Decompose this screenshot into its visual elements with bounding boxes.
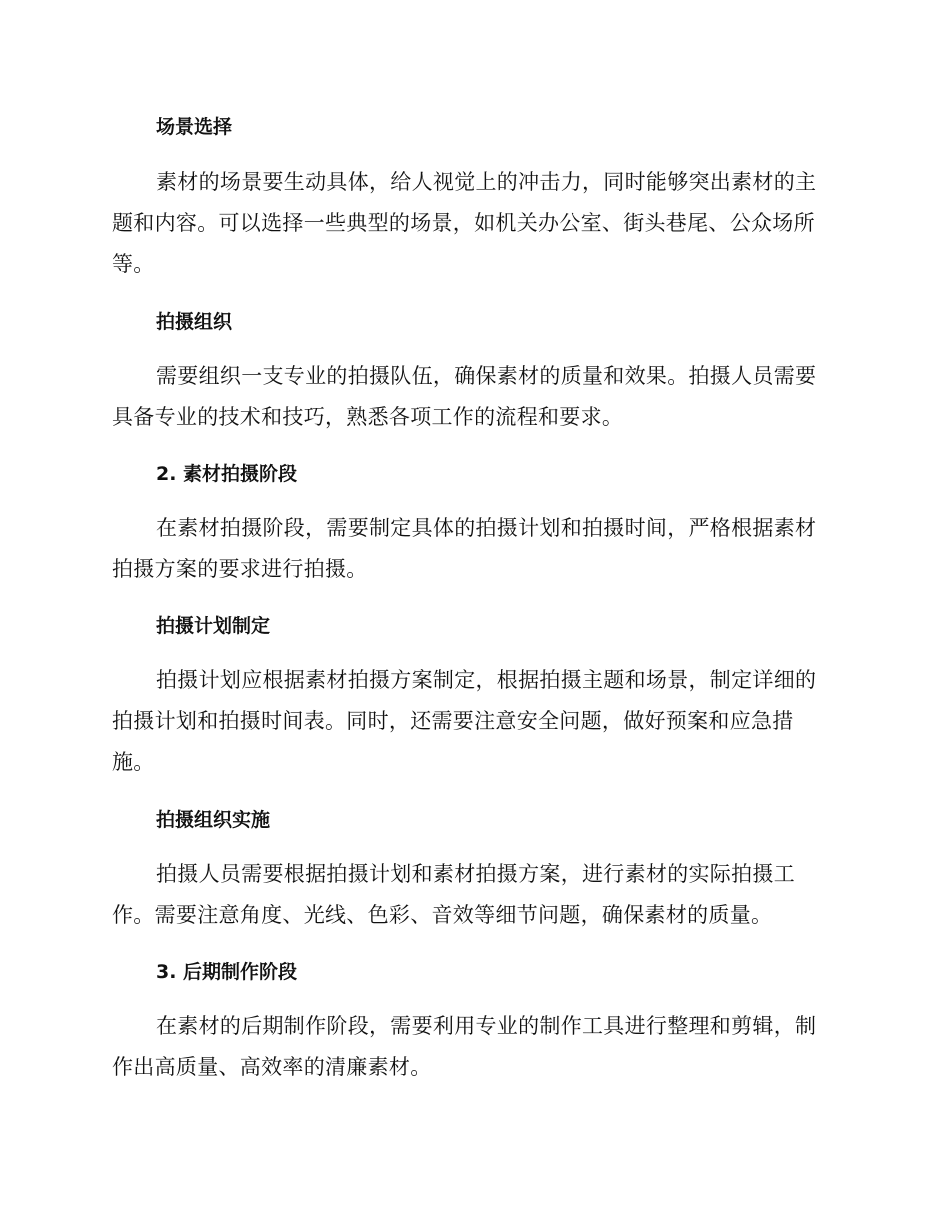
section-heading-scene-selection: 场景选择 bbox=[156, 116, 233, 138]
section-paragraph-scene-selection: 素材的场景要生动具体，给人视觉上的冲击力，同时能够突出素材的主题和内容。可以选择一些典型的场景，如机关办公室、街头巷尾、公众场所等。 bbox=[112, 170, 817, 276]
section-heading-material-shooting-stage: 2. 素材拍摄阶段 bbox=[156, 463, 298, 485]
section-paragraph-shooting-implementation: 拍摄人员需要根据拍摄计划和素材拍摄方案，进行素材的实际拍摄工作。需要注意角度、光线、色彩、音效等细节问题，确保素材的质量。 bbox=[112, 862, 795, 927]
section-paragraph-shooting-organization: 需要组织一支专业的拍摄队伍，确保素材的质量和效果。拍摄人员需要具备专业的技术和技巧，熟悉各项工作的流程和要求。 bbox=[112, 364, 817, 429]
section-paragraph-material-shooting-stage: 在素材拍摄阶段，需要制定具体的拍摄计划和拍摄时间，严格根据素材拍摄方案的要求进行拍摄。 bbox=[112, 516, 817, 581]
section-heading-shooting-organization: 拍摄组织 bbox=[156, 311, 233, 333]
section-heading-post-production-stage: 3. 后期制作阶段 bbox=[156, 961, 298, 983]
document-page bbox=[112, 0, 832, 1230]
section-heading-shooting-plan: 拍摄计划制定 bbox=[156, 615, 271, 637]
section-paragraph-post-production-stage: 在素材的后期制作阶段，需要利用专业的制作工具进行整理和剪辑，制作出高质量、高效率的清廉素材。 bbox=[112, 1014, 817, 1079]
section-paragraph-shooting-plan: 拍摄计划应根据素材拍摄方案制定，根据拍摄主题和场景，制定详细的拍摄计划和拍摄时间表。同时，还需要注意安全问题，做好预案和应急措施。 bbox=[112, 668, 817, 774]
section-heading-shooting-implementation: 拍摄组织实施 bbox=[156, 809, 271, 831]
